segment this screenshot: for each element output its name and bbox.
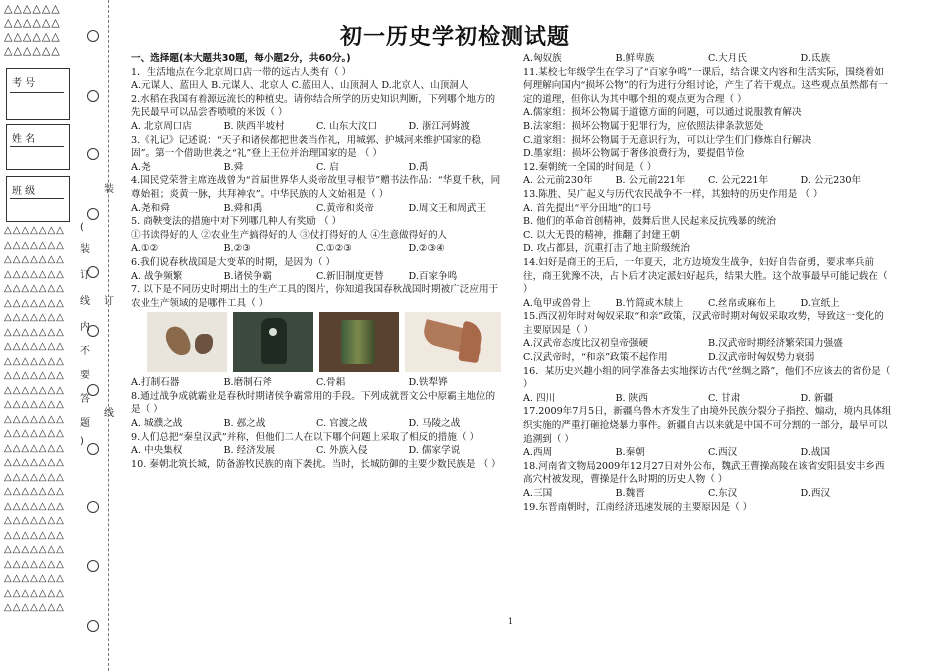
answer-options xyxy=(523,52,893,66)
answer-option: B. 邲之战 xyxy=(223,418,266,430)
question-text: 10. 秦朝北筑长城，防备游牧民族的南下袭扰。当时，长城防御的主要少数民族是 （ ） xyxy=(131,458,501,470)
punch-hole xyxy=(87,90,99,102)
seal-notice-char: 答 xyxy=(80,394,90,405)
question-text: 19.东晋南朝时，江南经济迅速发展的主要原因是（ ） xyxy=(523,501,753,513)
answer-option: A.尧和舜 xyxy=(131,202,170,214)
answer-option: D.宣纸上 xyxy=(800,297,840,309)
class-field[interactable] xyxy=(10,198,64,199)
answer-option: D. 浙江河姆渡 xyxy=(408,120,470,132)
answer-option: D.铁犁铧 xyxy=(408,377,448,389)
right-column xyxy=(523,52,893,514)
answer-option: D.汉武帝时匈奴势力衰弱 xyxy=(708,352,815,364)
question-text: 9.人们总把“秦皇汉武”并称，但他们二人在以下哪个问题上采取了相反的措施（ ） xyxy=(131,431,480,443)
bone-spade-image xyxy=(319,312,399,372)
answer-option: A. 中央集权 xyxy=(131,445,183,457)
iron-plough-share-image xyxy=(405,312,501,372)
answer-option: D. 公元230年 xyxy=(800,175,862,187)
answer-options xyxy=(131,376,501,390)
answer-options xyxy=(523,392,893,406)
answer-option: A.匈奴族 xyxy=(523,53,562,64)
polished-stone-axe-image xyxy=(233,312,313,372)
answer-options xyxy=(523,446,893,460)
triangle-pattern-top: △△△△△△ △△△△△△ △△△△△△ △△△△△△ xyxy=(4,2,61,57)
seal-notice-char: 订 xyxy=(80,270,90,281)
answer-options xyxy=(523,106,893,160)
answer-option: C.丝帛或麻布上 xyxy=(708,297,776,309)
answer-option: D. 儒家学说 xyxy=(408,445,461,457)
punch-hole xyxy=(87,208,99,220)
answer-option: C. 公元221年 xyxy=(708,175,769,187)
answer-options xyxy=(523,297,893,311)
answer-options xyxy=(523,487,893,501)
answer-option: A. 城濮之战 xyxy=(131,418,183,430)
question-text: 15.西汉初年时对匈奴采取“和亲”政策，汉武帝时期对匈奴采取攻势，导致这一变化的主要原因是（ ） xyxy=(523,311,884,336)
answer-options xyxy=(131,120,501,134)
page-title: 初一历史学初检测试题 xyxy=(340,25,571,50)
answer-option: D.西汉 xyxy=(800,488,831,499)
answer-option: D. 新疆 xyxy=(800,392,834,404)
answer-options xyxy=(131,270,501,284)
answer-option: A. 战争频繁 xyxy=(131,270,183,282)
seal-notice-char: 装 xyxy=(80,244,90,255)
answer-option: A. 四川 xyxy=(523,392,556,404)
answer-options xyxy=(131,242,501,256)
punch-hole xyxy=(87,325,99,337)
answer-option: B.汉武帝时期经济繁荣国力强盛 xyxy=(708,338,843,350)
question-text: 1．生活地点在今北京周口店一带的远古人类有（ ） xyxy=(131,66,352,78)
binding-strip xyxy=(0,0,120,671)
binding-word: 订 xyxy=(104,292,114,307)
answer-option: B.魏晋 xyxy=(615,488,645,499)
punch-hole xyxy=(87,148,99,160)
answer-option: A.龟甲或兽骨上 xyxy=(523,297,591,309)
question-text: 7. 以下是不同历史时期出土的生产工具的图片，你知道我国春秋战国时期被广泛应用于农业生产领域的是哪件工具（ ） xyxy=(131,284,499,309)
name-field[interactable] xyxy=(10,146,64,147)
answer-options xyxy=(523,174,893,188)
answer-option: C. 甘肃 xyxy=(708,392,741,404)
answer-option: D.禹 xyxy=(408,161,429,173)
seal-notice-char: 不 xyxy=(80,346,90,357)
answer-options xyxy=(523,202,893,256)
answer-option: B.竹简或木牍上 xyxy=(615,297,684,309)
answer-options xyxy=(131,444,501,458)
question-text: A.元谋人、蓝田人 B.元谋人、北京人 C.蓝田人、山顶洞人 D.北京人、山顶洞人 xyxy=(131,80,469,92)
answer-option: D.②③④ xyxy=(408,243,445,255)
answer-option: A.打制石器 xyxy=(131,377,180,389)
answer-option: C.①②③ xyxy=(316,243,352,255)
answer-option: B. 陕西半坡村 xyxy=(223,120,285,132)
question-text: 13.陈胜、吴广起义与历代农民战争不一样，其独特的历史作用是 （ ） xyxy=(523,188,823,200)
punch-hole xyxy=(87,501,99,513)
question-text: 16．某历史兴趣小组的同学准备去实地探访古代“丝绸之路”，他们不应该去的省份是（ ） xyxy=(523,365,891,391)
answer-option: B.磨制石斧 xyxy=(223,377,272,389)
answer-options xyxy=(523,337,893,364)
answer-options xyxy=(131,417,501,431)
answer-option: A.儒家组：损坏公物属于道德方面的问题，可以通过说服教育解决 xyxy=(523,107,802,119)
answer-option: A. 首先提出“平分田地”的口号 xyxy=(523,202,652,214)
answer-option: C.西汉 xyxy=(708,447,738,459)
answer-option: B.法家组：损坏公物属于犯罪行为，应依照法律条款惩处 xyxy=(523,120,764,132)
answer-option: A.西周 xyxy=(523,447,553,459)
answer-option: A.尧 xyxy=(131,161,151,173)
question-text: 3.《礼记》记述说：“天子和诸侯都把世袭当作礼，用城郭、护城河来维护国家的稳固”。第一个借助世袭之“礼”登上王位并治理国家的是 （ ） xyxy=(131,134,481,160)
question-text: 2.水稻在我国有着源远流长的种植史。请你结合所学的历史知识判断，下列哪个地方的先民最早可以品尝香喷喷的米饭（ ） xyxy=(131,93,496,119)
answer-option: B.舜 xyxy=(223,161,244,173)
answer-option: C. 启 xyxy=(316,161,339,173)
question-text: ①书读得好的人 ②农业生产搞得好的人 ③仗打得好的人 ④生意做得好的人 xyxy=(131,229,448,241)
tool-images xyxy=(147,312,501,374)
answer-option: C. 山东大汶口 xyxy=(316,120,378,132)
answer-option: B.②③ xyxy=(223,243,251,255)
page-number: 1 xyxy=(508,617,514,626)
punch-hole xyxy=(87,560,99,572)
punch-hole xyxy=(87,443,99,455)
left-column xyxy=(131,52,501,471)
answer-option: B. 陕西 xyxy=(615,392,648,404)
answer-option: C.大月氏 xyxy=(708,53,747,64)
answer-option: B. 经济发展 xyxy=(223,445,276,457)
answer-option: B.诸侯争霸 xyxy=(223,270,272,282)
answer-option: C.东汉 xyxy=(708,488,738,499)
exam-number-label: 考 号 xyxy=(12,78,36,89)
answer-option: D.战国 xyxy=(800,447,831,459)
answer-option: D.墨家组：损坏公物属于奢侈浪费行为，要提倡节俭 xyxy=(523,148,745,160)
question-text: 8.通过战争成就霸业是春秋时期诸侯争霸常用的手段。下列成就晋文公中原霸主地位的是（ ） xyxy=(131,390,496,416)
binding-word: 线 xyxy=(104,404,114,419)
class-label: 班 级 xyxy=(12,186,36,197)
answer-option: D.周文王和周武王 xyxy=(408,202,487,214)
question-text: 12.秦朝统一全国的时间是（ ） xyxy=(523,161,657,173)
question-text: 11.某校七年级学生在学习了“百家争鸣”一课后，结合课文内容和生活实际，围绕着如何理解向国内“损坏公物”的行为进行分组讨论，产生了若干观点。这些观点虽然都有一定的道理，但你认为其中哪个组的观点更为合理（ ） xyxy=(523,66,888,105)
answer-option: B.秦朝 xyxy=(615,447,645,459)
answer-option: C. 外族入侵 xyxy=(316,445,368,457)
punch-hole xyxy=(87,30,99,42)
seal-notice-char: 要 xyxy=(80,370,90,381)
section-heading: 一、选择题(本大题共30题，每小题2分，共60分。) xyxy=(131,53,351,64)
punch-hole xyxy=(87,620,99,632)
seal-notice-char: 题 xyxy=(80,418,90,429)
answer-options xyxy=(131,202,501,216)
answer-option: A.①② xyxy=(131,243,159,255)
answer-option: B.舜和禹 xyxy=(223,202,263,214)
answer-option: A. 北京周口店 xyxy=(131,120,192,132)
answer-option: C.汉武帝时，“和亲”政策不起作用 xyxy=(523,352,668,364)
answer-option: C.骨耜 xyxy=(316,377,346,389)
triangle-pattern-bottom: △△△△△△△ △△△△△△△ △△△△△△△ △△△△△△△ △△△△△△△ △△△△△△△ △△△△△△△ △△△△△△△ △△△△△△△ △△△△△△△ △△△△△△△ △△△△△△△ △△△△△△△ △△△△△△△ △△△△△△△ △△△△△△△ △△△△△△△ △△△△△△△ △△△△△△△ △△△△△△△ △△△△△△△ △△△△△△△ △△△△△△△ △△△△△△△ △△△△△△△ △△△△△△△ △△△△△△△ xyxy=(4,225,65,613)
answer-option: C.黄帝和炎帝 xyxy=(316,202,375,214)
question-text: 14.妇好是商王的王后，一年夏天，北方边境发生战争，妇好自告奋勇，要求率兵前往，商王犹豫不决，占卜后才决定派妇好起兵，结果大胜。这个故事最早可能记载在（ ） xyxy=(523,256,888,296)
answer-option: C.新旧制度更替 xyxy=(316,270,384,282)
question-text: 4.国民党荣誉主席连战曾为“首届世界华人炎帝故里寻根节”赠书法作品：“华夏千秋，同尊始祖；炎黄一脉，共拜神农”。中华民族的人文始祖是（ ） xyxy=(131,175,501,200)
answer-option: D.氐族 xyxy=(800,53,831,64)
punch-hole xyxy=(87,266,99,278)
binding-word: 装 xyxy=(104,180,114,195)
answer-option: B. 他们的革命首创精神，鼓舞后世人民起来反抗残暴的统治 xyxy=(523,216,776,228)
binding-dashed-line xyxy=(108,0,109,671)
seal-notice-char: 内 xyxy=(80,322,90,333)
answer-options xyxy=(131,161,501,175)
answer-option: A. 公元前230年 xyxy=(523,175,593,187)
answer-option: C. 以大无畏的精神，推翻了封建王朝 xyxy=(523,229,681,241)
seal-notice-char: ( xyxy=(80,222,84,233)
answer-option: B. 公元前221年 xyxy=(615,175,686,187)
answer-option: D. 攻占都县，沉重打击了地主阶级统治 xyxy=(523,243,690,255)
answer-option: C.道家组：损坏公物属于无意识行为，可以让学生们门修炼自行解决 xyxy=(523,134,812,146)
answer-option: D.百家争鸣 xyxy=(408,270,458,282)
question-text: 17.2009年7月5日，新疆乌鲁木齐发生了由境外民族分裂分子指控、煽动，境内具体组织实施的严重打砸抢烧暴力事件。新疆自古以来就是中国不可分割的一部分，最早可以追溯到（ ） xyxy=(523,406,892,445)
name-label: 姓 名 xyxy=(12,134,36,145)
exam-number-field[interactable] xyxy=(10,92,64,93)
seal-notice-char: ) xyxy=(80,436,84,447)
answer-option: A.三国 xyxy=(523,488,553,499)
answer-option: A.汉武帝态度比汉初皇帝强硬 xyxy=(523,338,649,350)
question-text: 18.河南省文物局2009年12月27日对外公布，魏武王曹操高陵在该省安阳县安丰乡西高穴村被发现，曹操是什么时期的历史人物（ ） xyxy=(523,460,885,486)
answer-option: D. 马陵之战 xyxy=(408,418,461,430)
answer-option: C. 官渡之战 xyxy=(316,418,368,430)
punch-hole xyxy=(87,384,99,396)
chipped-stone-tool-image xyxy=(147,312,227,372)
answer-option: B.鲜卑族 xyxy=(615,53,655,64)
question-text: 6.我们说春秋战国是大变革的时期，是因为（ ） xyxy=(131,256,336,268)
question-text: 5. 商鞅变法的措施中对下列哪几种人有奖励 （ ） xyxy=(131,216,342,228)
seal-notice-char: 线 xyxy=(80,296,90,307)
